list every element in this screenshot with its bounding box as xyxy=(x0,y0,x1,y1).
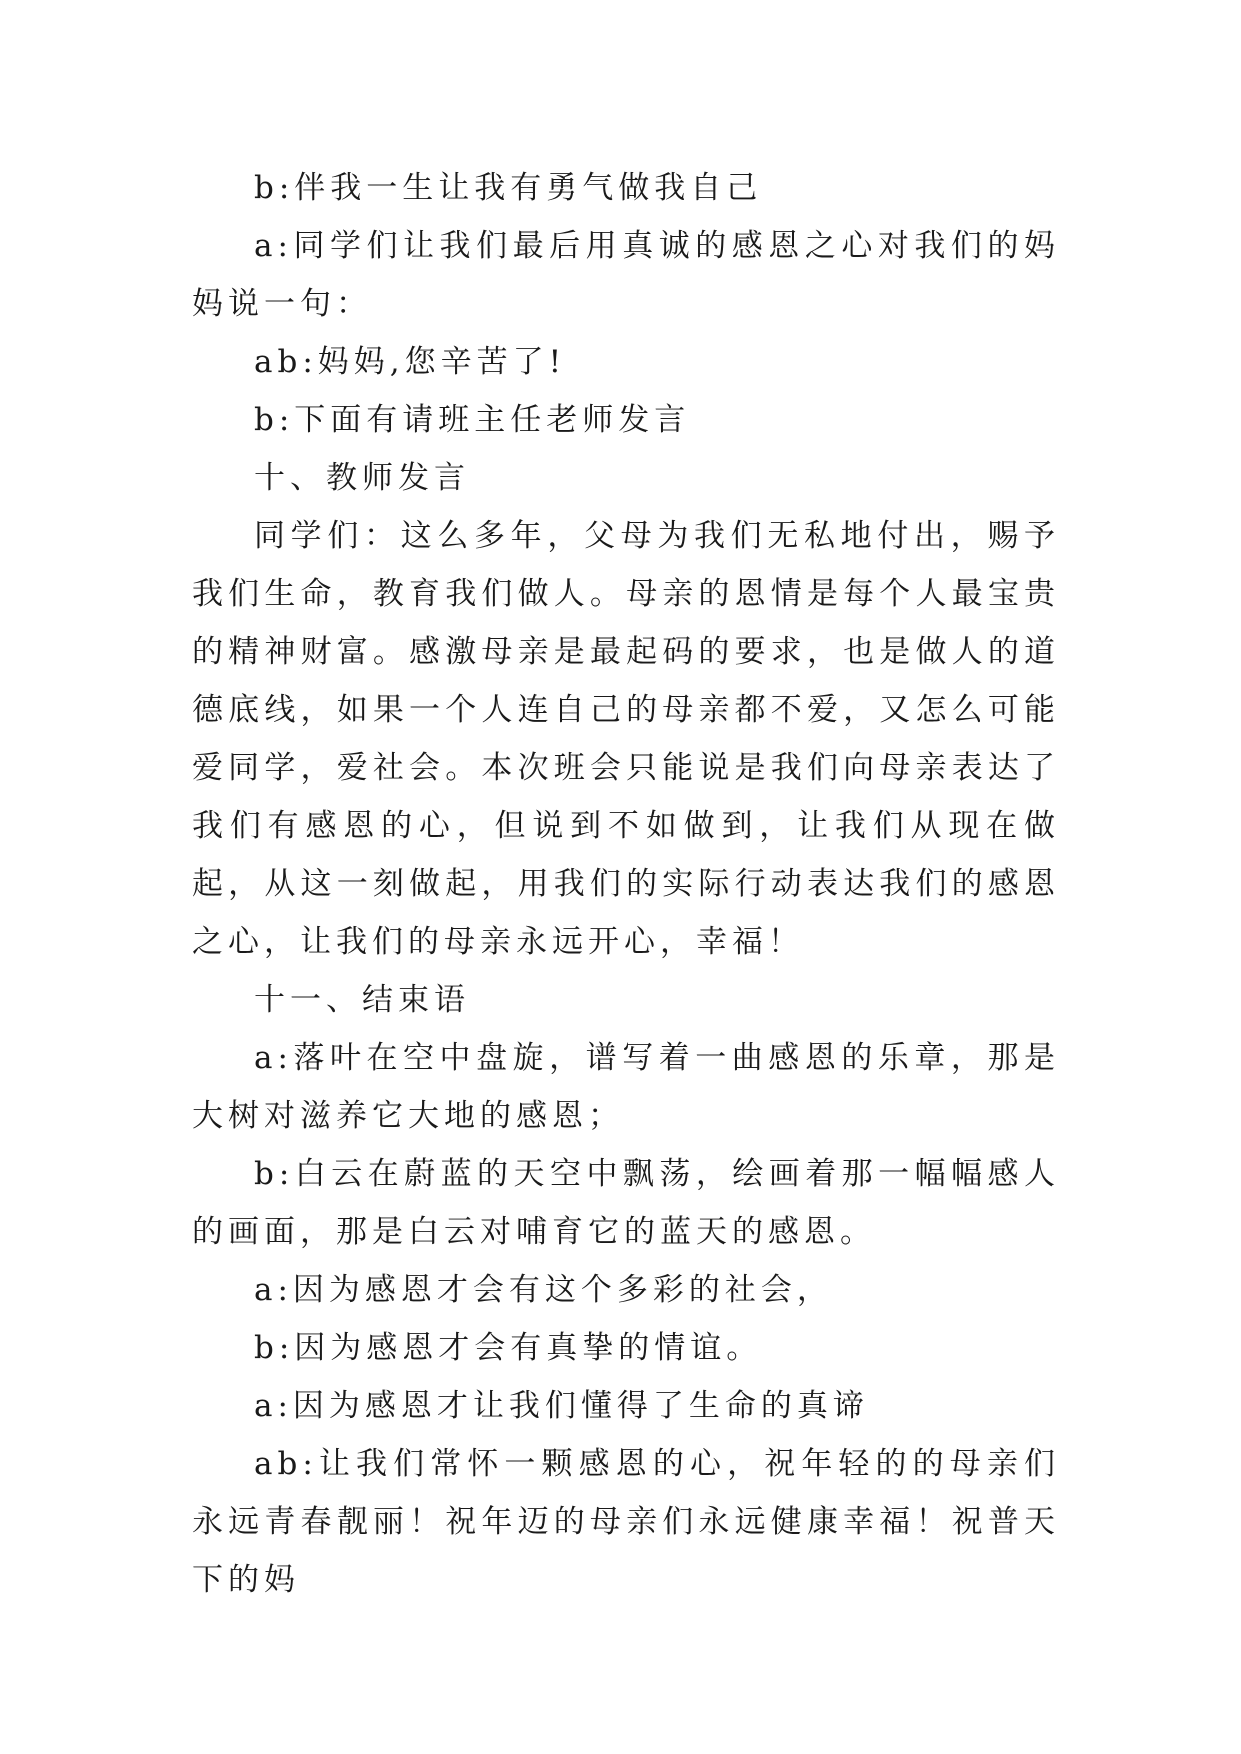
paragraph-b-accompany: b:伴我一生让我有勇气做我自己 xyxy=(254,170,763,206)
section-heading-teacher-speech: 十、教师发言 xyxy=(254,460,470,496)
paragraph-a-society: a:因为感恩才会有这个多彩的社会， xyxy=(254,1272,833,1308)
paragraph-ab-mom-thanks: ab:妈妈,您辛苦了! xyxy=(254,344,567,380)
paragraph-b-teacher-invite: b:下面有请班主任老师发言 xyxy=(254,402,691,438)
paragraph-b-friendship: b:因为感恩才会有真挚的情谊。 xyxy=(254,1330,763,1366)
paragraph-a-leaves: a:落叶在空中盘旋，谱写着一曲感恩的乐章，那是大树对滋养它大地的感恩； xyxy=(192,1040,1060,1134)
paragraph-ab-blessing: ab:让我们常怀一颗感恩的心，祝年轻的的母亲们永远青春靓丽！祝年迈的母亲们永远健康幸福！祝普天下的妈 xyxy=(192,1446,1060,1598)
paragraph-b-clouds: b:白云在蔚蓝的天空中飘荡，绘画着那一幅幅感人的画面，那是白云对哺育它的蓝天的感恩。 xyxy=(192,1156,1060,1250)
section-heading-closing: 十一、结束语 xyxy=(254,982,470,1018)
paragraph-a-classmates-say: a:同学们让我们最后用真诚的感恩之心对我们的妈妈说一句： xyxy=(192,228,1060,322)
document-body xyxy=(192,159,1060,1609)
paragraph-a-meaning-of-life: a:因为感恩才让我们懂得了生命的真谛 xyxy=(254,1388,869,1424)
paragraph-teacher-speech: 同学们：这么多年，父母为我们无私地付出，赐予我们生命，教育我们做人。母亲的恩情是每个人最宝贵的精神财富。感激母亲是最起码的要求，也是做人的道德底线，如果一个人连自己的母亲都不爱，又怎么可能爱同学，爱社会。本次班会只能说是我们向母亲表达了我们有感恩的心，但说到不如做到，让我们从现在做起，从这一刻做起，用我们的实际行动表达我们的感恩之心，让我们的母亲永远开心，幸福！ xyxy=(192,518,1060,960)
